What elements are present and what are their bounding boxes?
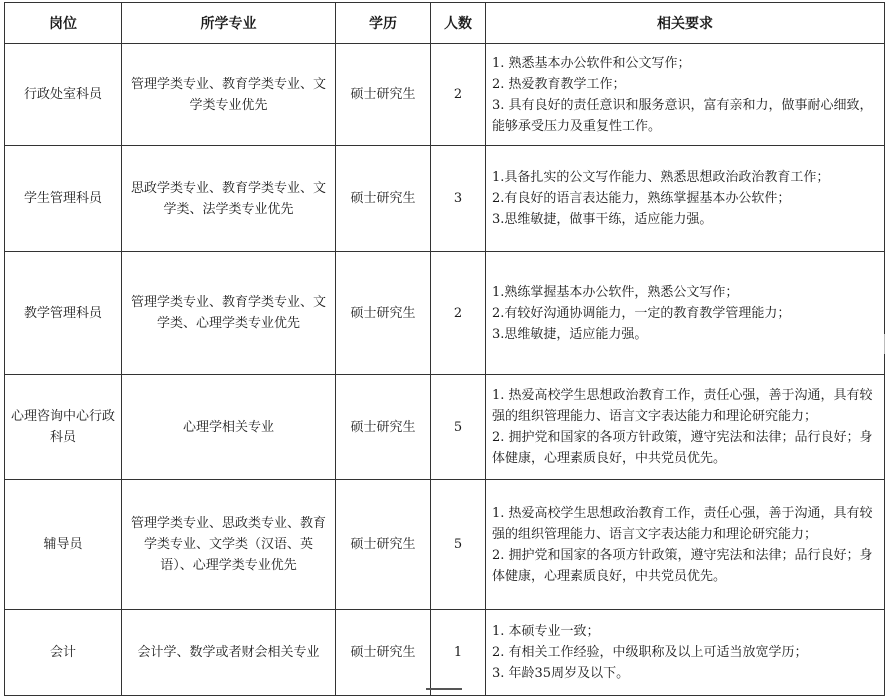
major-cell: 会计学、数学或者财会相关专业 xyxy=(122,610,336,696)
header-count: 人数 xyxy=(431,3,486,44)
major-cell: 管理学类专业、教育学类专业、文学类、心理学类专业优先 xyxy=(122,252,336,375)
requirements-cell xyxy=(486,610,885,696)
requirements-cell xyxy=(486,480,885,610)
header-requirements: 相关要求 xyxy=(486,3,885,44)
requirement-item: 2.有较好沟通协调能力，一定的教育教学管理能力； xyxy=(492,305,791,321)
requirement-item: 2. 拥护党和国家的各项方针政策，遵守宪法和法律；品行良好；身体健康，心理素质良好，中共党员优先。 xyxy=(492,547,873,584)
major-cell: 思政学类专业、教育学类专业、文学类、法学类专业优先 xyxy=(122,146,336,252)
requirement-item: 2. 热爱教育教学工作； xyxy=(492,76,626,92)
requirement-item: 3.思维敏捷，做事干练，适应能力强。 xyxy=(492,212,713,227)
requirements-cell xyxy=(486,375,885,480)
table-row xyxy=(5,252,885,375)
table-row xyxy=(5,610,885,696)
count-cell: 5 xyxy=(431,480,486,610)
table-row xyxy=(5,480,885,610)
table-row xyxy=(5,44,885,146)
page-bottom-mark xyxy=(426,688,462,690)
requirement-item: 1.具备扎实的公文写作能力、熟悉思想政治政治教育工作； xyxy=(492,170,830,185)
header-major: 所学专业 xyxy=(122,3,336,44)
table-row xyxy=(5,146,885,252)
count-cell: 2 xyxy=(431,44,486,146)
requirements-cell xyxy=(486,252,885,375)
table-row xyxy=(5,375,885,480)
requirement-item: 2.有良好的语言表达能力，熟练掌握基本办公软件； xyxy=(492,191,791,206)
position-cell: 学生管理科员 xyxy=(5,146,122,252)
requirement-item: 3.思维敏捷，适应能力强。 xyxy=(492,326,648,342)
position-cell: 心理咨询中心行政科员 xyxy=(5,375,122,480)
education-cell: 硕士研究生 xyxy=(336,375,431,480)
requirement-item: 1. 本硕专业一致； xyxy=(492,624,600,639)
education-cell: 硕士研究生 xyxy=(336,480,431,610)
requirement-item: 2. 拥护党和国家的各项方针政策，遵守宪法和法律；品行良好；身体健康，心理素质良好，中共党员优先。 xyxy=(492,430,873,466)
requirement-item: 1. 热爱高校学生思想政治教育工作，责任心强，善于沟通，具有较强的组织管理能力、语言文字表达能力和理论研究能力； xyxy=(492,388,873,424)
requirement-item: 3. 年龄35周岁及以下。 xyxy=(492,666,630,681)
major-cell: 心理学相关专业 xyxy=(122,375,336,480)
position-cell: 行政处室科员 xyxy=(5,44,122,146)
major-cell: 管理学类专业、思政类专业、教育学类专业、文学类（汉语、英语）、心理学类专业优先 xyxy=(122,480,336,610)
requirement-item: 1. 熟悉基本办公软件和公文写作； xyxy=(492,55,691,71)
header-row xyxy=(5,3,885,44)
recruitment-table xyxy=(4,2,885,696)
education-cell: 硕士研究生 xyxy=(336,44,431,146)
header-education: 学历 xyxy=(336,3,431,44)
education-cell: 硕士研究生 xyxy=(336,610,431,696)
requirements-cell xyxy=(486,146,885,252)
requirement-item: 3. 具有良好的责任意识和服务意识，富有亲和力，做事耐心细致，能够承受压力及重复性工作。 xyxy=(492,97,873,134)
requirements-cell xyxy=(486,44,885,146)
page-edge-mark xyxy=(884,334,890,354)
count-cell: 1 xyxy=(431,610,486,696)
header-position: 岗位 xyxy=(5,3,122,44)
count-cell: 5 xyxy=(431,375,486,480)
position-cell: 会计 xyxy=(5,610,122,696)
position-cell: 辅导员 xyxy=(5,480,122,610)
count-cell: 2 xyxy=(431,252,486,375)
position-cell: 教学管理科员 xyxy=(5,252,122,375)
requirement-item: 2. 有相关工作经验，中级职称及以上可适当放宽学历； xyxy=(492,645,808,660)
requirement-item: 1.熟练掌握基本办公软件，熟悉公文写作； xyxy=(492,284,739,300)
education-cell: 硕士研究生 xyxy=(336,252,431,375)
education-cell: 硕士研究生 xyxy=(336,146,431,252)
count-cell: 3 xyxy=(431,146,486,252)
requirement-item: 1. 热爱高校学生思想政治教育工作，责任心强，善于沟通，具有较强的组织管理能力、语言文字表达能力和理论研究能力； xyxy=(492,505,873,542)
major-cell: 管理学类专业、教育学类专业、文学类专业优先 xyxy=(122,44,336,146)
